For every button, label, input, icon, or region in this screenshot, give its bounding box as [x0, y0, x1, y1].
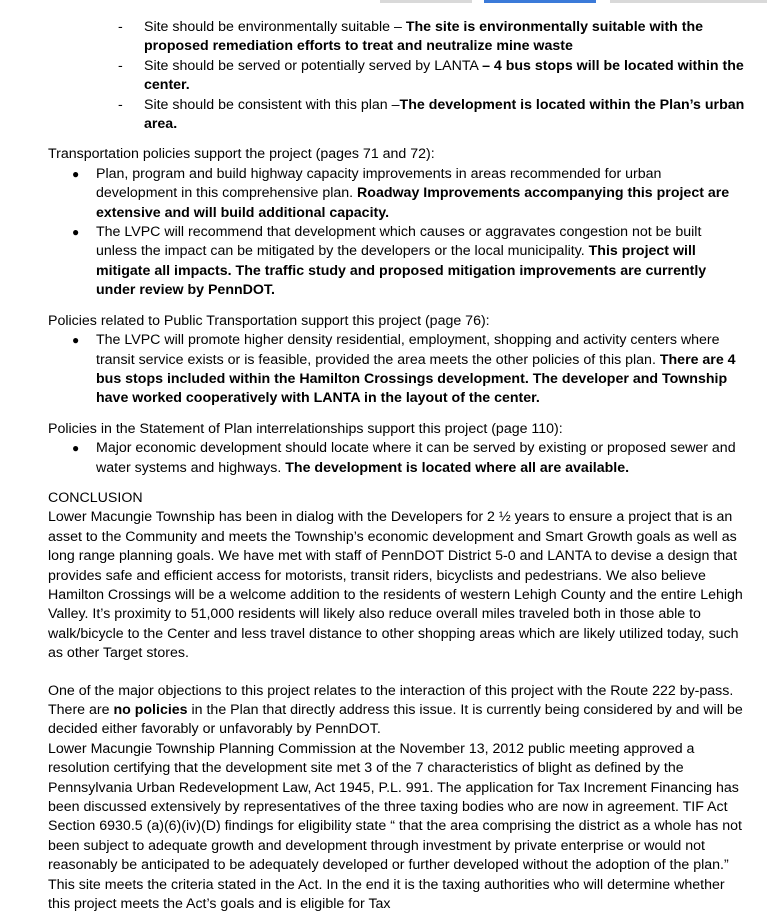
dash-list-item: - Site should be environmentally suitable – The site is environmentally suitable with the proposed remediation efforts to treat and neutralize mine waste: [118, 19, 704, 55]
section-heading-public-transportation: Policies related to Public Transportation support this project (page 76):: [48, 312, 490, 329]
interrelationships-bullet-list: [0, 439, 767, 478]
toolbar-button-edge[interactable]: [380, 0, 472, 3]
bullet-list-item: ● Plan, program and build highway capacity improvements in areas recommended for urban development in this comprehensive plan. Roadway Improvements accompanying this project are extensive and will build additional capacity.: [72, 165, 730, 221]
top-toolbar-edge: [0, 0, 767, 4]
toolbar-primary-button-edge[interactable]: [484, 0, 596, 3]
dash-marker: -: [118, 19, 123, 35]
bullet-list-item: ● Major economic development should locate where it can be served by existing or proposed sewer and water systems and highways. The development is located where all are available.: [72, 440, 736, 476]
bullet-marker: ●: [72, 333, 80, 348]
bypass-paragraph: One of the major objections to this project relates to the interaction of this project with the Route 222 by-pass. There are no policies in the Plan that directly address this issue. It is currently being considered by and will be decided either favorably or unfavorably by PennDOT.: [48, 682, 743, 738]
dash-list-item: - Site should be consistent with this plan –The development is located within the Plan’s urban area.: [118, 96, 745, 133]
bullet-list-item: ● The LVPC will promote higher density residential, employment, shopping and activity centers where transit service exists or is feasible, provided the area meets the other policies of this plan. There are 4 bus stops included within the Hamilton Crossings development. The developer and Township have worked cooperatively with LANTA in the layout of the center.: [72, 332, 736, 407]
criteria-dash-list: [0, 18, 767, 134]
bullet-marker: ●: [72, 441, 80, 456]
conclusion-paragraph: Lower Macungie Township has been in dialog with the Developers for 2 ½ years to ensure a project that is an asset to the Community and meets the Township’s economic development and Smart Growth goals as well as long range planning goals. We have met with staff of PennDOT District 5-0 and LANTA to devise a design that provides safe and efficient access for motorists, transit riders, bicyclists and pedestrians. We also believe Hamilton Crossings will be a welcome addition to the residents of western Lehigh County and the entire Lehigh Valley. It’s proximity to 51,000 residents will likely also reduce overall miles traveled both in those able to walk/bicycle to the Center and less travel distance to other shopping areas which are likely utilized today, such as other Target stores.: [48, 509, 743, 662]
bullet-marker: ●: [72, 166, 80, 181]
toolbar-button-edge[interactable]: [610, 0, 767, 3]
tif-paragraph: Lower Macungie Township Planning Commission at the November 13, 2012 public meeting approved a resolution certifying that the development site met 3 of the 7 characteristics of blight as defined by the Pennsylvania Urban Redevelopment Law, Act 1945, P.L. 991. The application for Tax Increment Financing has been discussed extensively by representatives of the three taxing bodies who are now in agreement. TIF Act Section 6930.5 (a)(6)(iv)(D) findings for eligibility state “ that the area comprising the district as a whole has not been subject to adequate growth and development through investment by private enterprise or would not reasonably be anticipated to be adequately developed or further developed without the adoption of the plan.” This site meets the criteria stated in the Act. In the end it is the taxing authorities who will determine whether this project meets the Act’s goals and is eligible for Tax: [48, 740, 742, 913]
section-heading-transportation: Transportation policies support the project (pages 71 and 72):: [48, 146, 435, 163]
dash-marker: -: [118, 96, 123, 113]
document-page: [0, 18, 767, 914]
dash-marker: -: [118, 57, 123, 74]
dash-list-item: - Site should be served or potentially served by LANTA – 4 bus stops will be located within the center.: [118, 57, 744, 94]
conclusion-heading: CONCLUSION: [48, 489, 143, 506]
bullet-list-item: ● The LVPC will recommend that development which causes or aggravates congestion not be built unless the impact can be mitigated by the developers or the local municipality. This project will mitigate all impacts. The traffic study and proposed mitigation improvements are currently under review by PennDOT.: [72, 224, 707, 299]
transportation-bullet-list: [0, 165, 767, 301]
public-transportation-bullet-list: [0, 331, 767, 409]
bullet-marker: ●: [72, 225, 80, 240]
section-heading-plan-interrelationships: Policies in the Statement of Plan interrelationships support this project (page 110):: [48, 420, 563, 437]
